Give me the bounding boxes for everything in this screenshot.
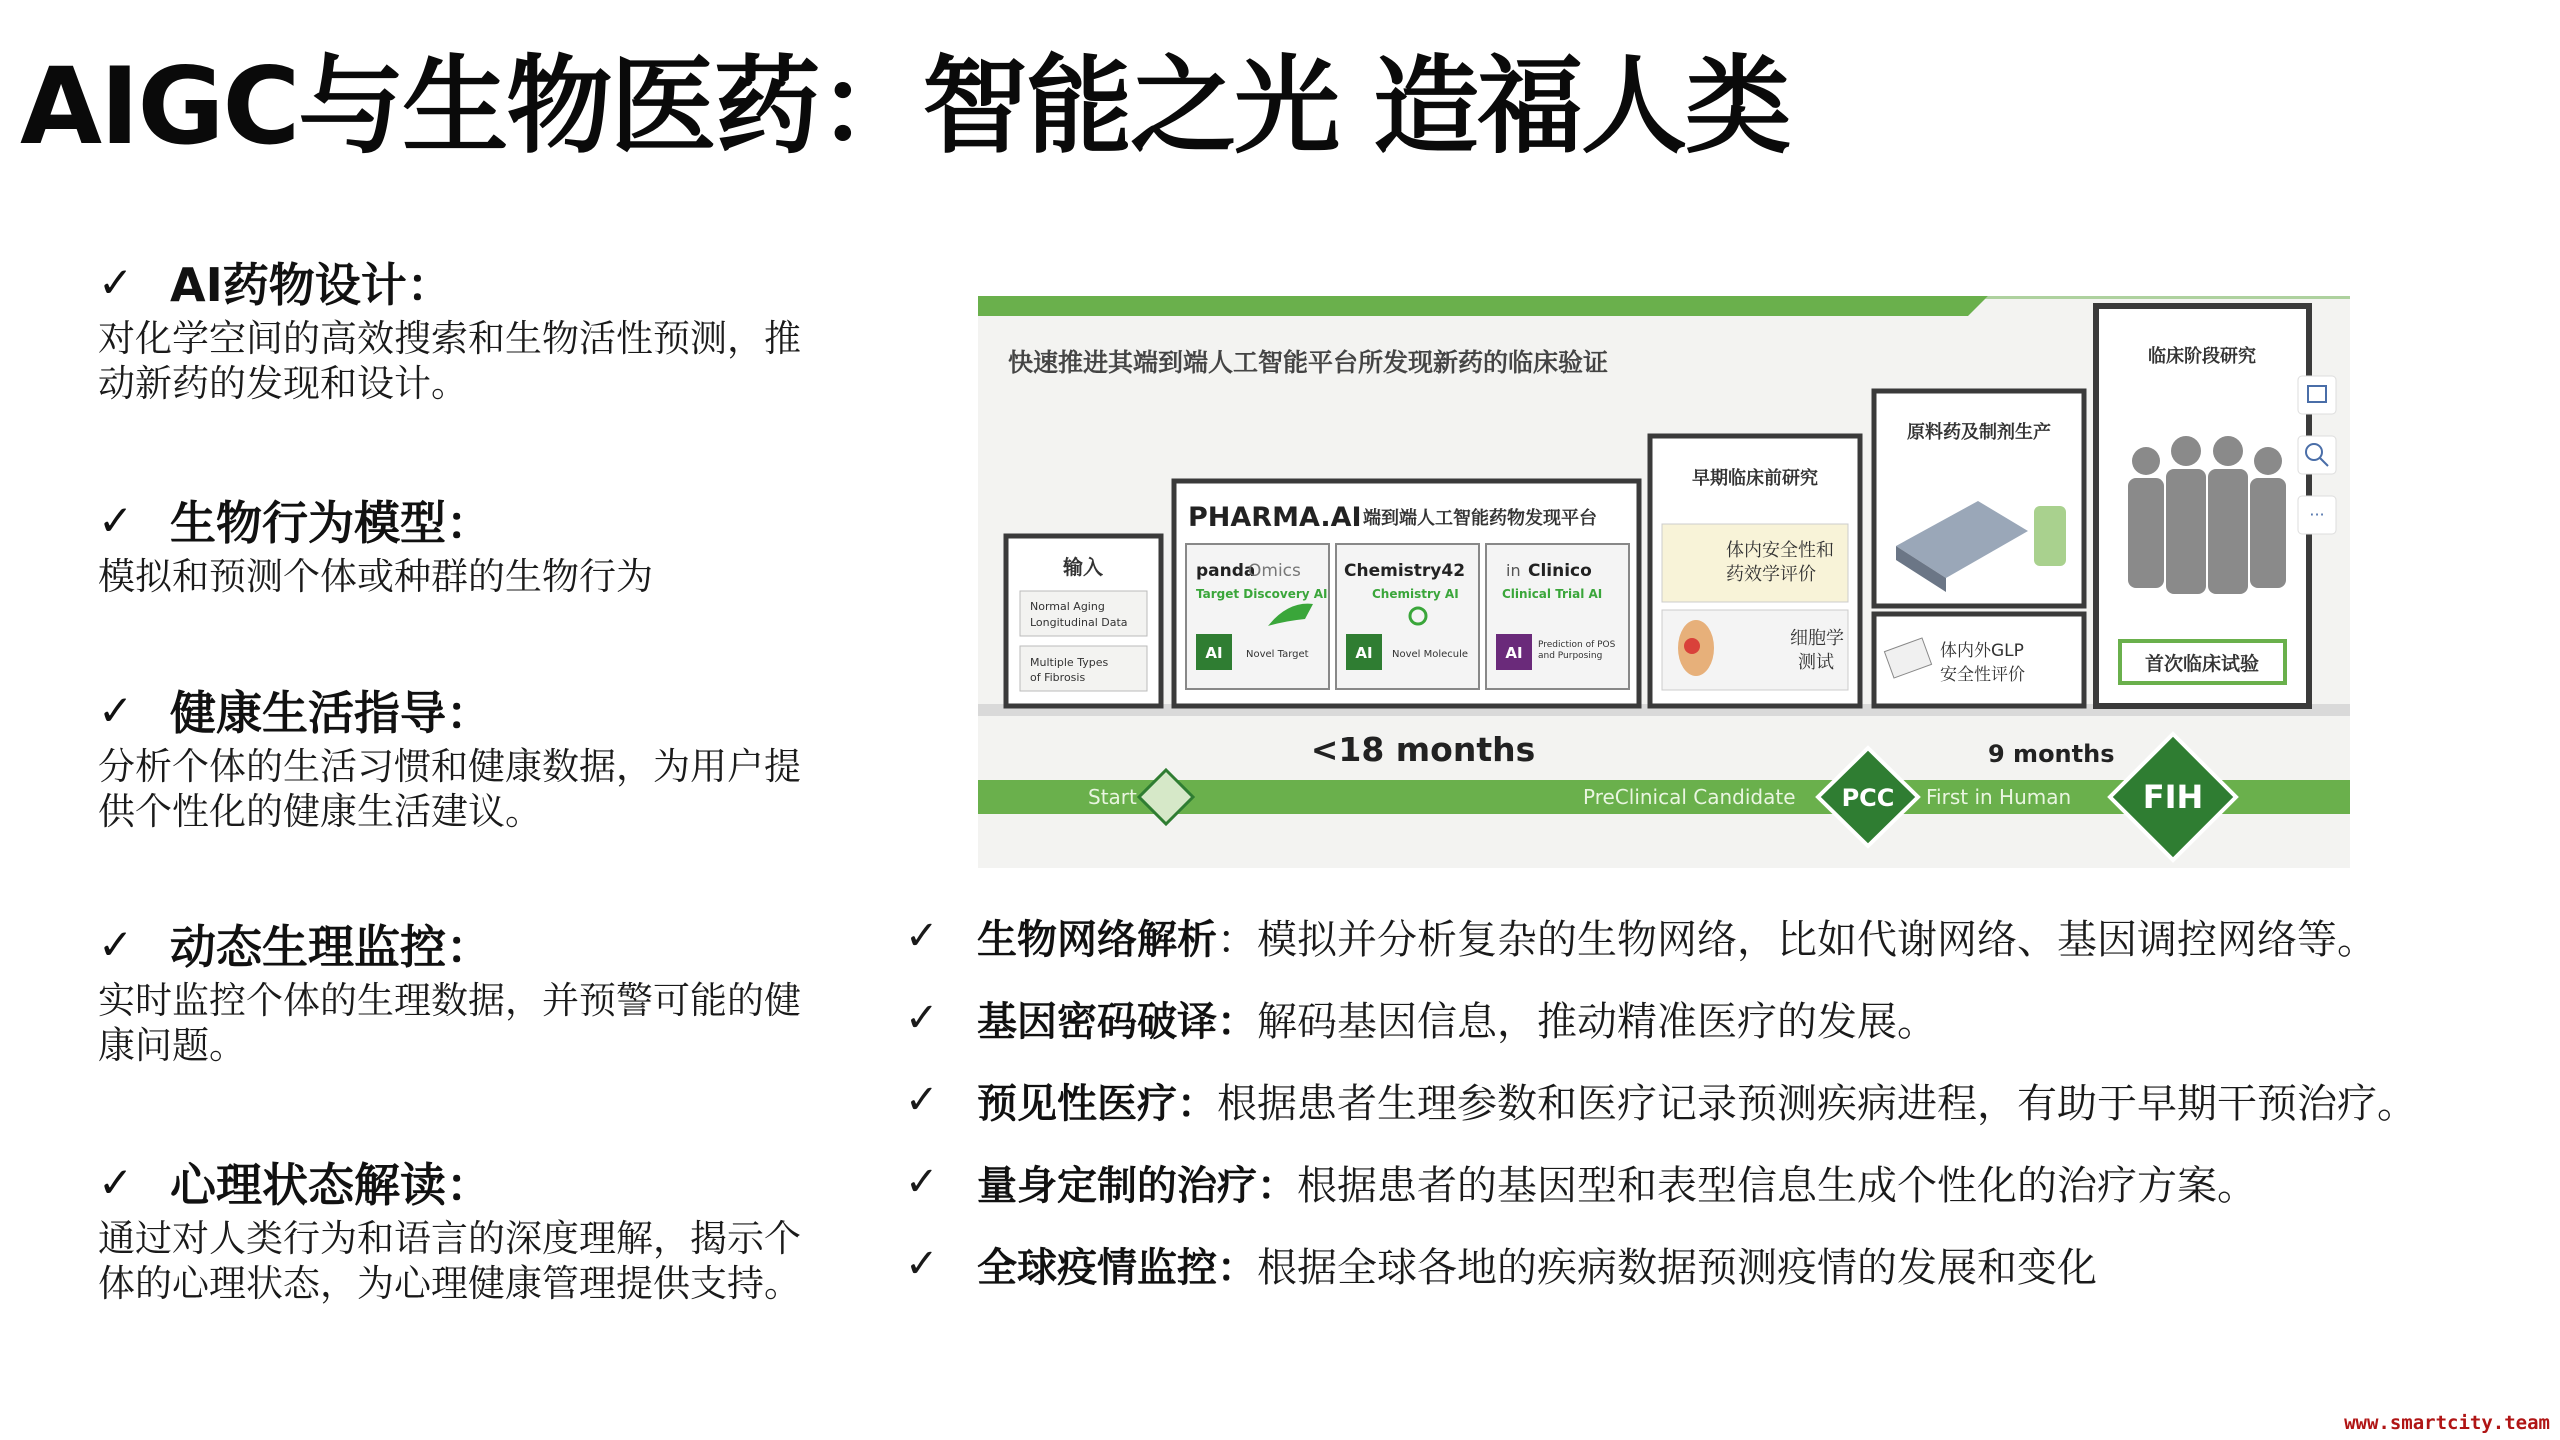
right-item-label: 基因密码破译	[977, 998, 1217, 1045]
svg-text:Multiple Types: Multiple Types	[1030, 656, 1109, 669]
right-item-tailored-treatment: ✓ 量身定制的治疗 ： 根据患者的基因型和表型信息生成个性化的治疗方案。	[905, 1152, 2257, 1212]
svg-text:安全性评价: 安全性评价	[1940, 665, 2025, 685]
check-icon: ✓	[905, 1077, 939, 1123]
left-item-bio-behavior	[98, 488, 828, 599]
right-item-text: 根据患者生理参数和医疗记录预测疾病进程，有助于早期干预治疗。	[1217, 1080, 2417, 1127]
svg-text:临床阶段研究: 临床阶段研究	[2148, 346, 2256, 367]
right-item-text: 模拟并分析复杂的生物网络，比如代谢网络、基因调控网络等。	[1257, 916, 2377, 963]
right-item-text: 根据全球各地的疾病数据预测疫情的发展和变化	[1257, 1244, 2097, 1291]
footer-url[interactable]: www.smartcity.team	[2344, 1412, 2550, 1434]
right-item-label: 预见性医疗	[977, 1080, 1177, 1127]
svg-text:and Purposing: and Purposing	[1538, 651, 1603, 661]
svg-text:Novel Target: Novel Target	[1246, 649, 1309, 660]
right-item-epidemic-monitor: ✓ 全球疫情监控 ： 根据全球各地的疾病数据预测疫情的发展和变化	[905, 1234, 2097, 1294]
left-item-desc: 对化学空间的高效搜索和生物活性预测，推动新药的发现和设计。	[98, 317, 801, 405]
zoom-icon[interactable]	[2298, 436, 2336, 474]
check-icon: ✓	[98, 1157, 134, 1207]
right-item-predictive-medicine: ✓ 预见性医疗 ： 根据患者生理参数和医疗记录预测疾病进程，有助于早期干预治疗。	[905, 1070, 2417, 1130]
left-item-desc: 分析个体的生活习惯和健康数据，为用户提供个性化的健康生活建议。	[98, 745, 801, 833]
svg-text:PHARMA.AI: PHARMA.AI	[1188, 502, 1362, 533]
svg-text:体内外GLP: 体内外GLP	[1940, 641, 2024, 661]
left-item-psych-state	[98, 1150, 828, 1306]
svg-text:Prediction of POS: Prediction of POS	[1538, 640, 1616, 650]
left-item-label: 动态生理监控：	[170, 920, 492, 974]
svg-text:原料药及制剂生产: 原料药及制剂生产	[1907, 422, 2051, 443]
svg-text:Chemistry42: Chemistry42	[1344, 561, 1466, 581]
svg-text:Chemistry AI: Chemistry AI	[1372, 587, 1459, 601]
left-item-label: 生物行为模型：	[170, 496, 492, 550]
start-marker	[1139, 770, 1193, 824]
svg-text:···: ···	[2309, 505, 2325, 524]
svg-text:First in Human: First in Human	[1926, 785, 2072, 809]
page-title: AIGC与生物医药：智能之光 造福人类	[20, 45, 1790, 168]
svg-text:AI: AI	[1355, 644, 1373, 662]
svg-text:Normal Aging: Normal Aging	[1030, 600, 1105, 613]
figure-side-icons[interactable]	[2298, 376, 2336, 534]
svg-text:panda: panda	[1196, 561, 1256, 581]
left-item-desc: 模拟和预测个体或种群的生物行为	[98, 555, 653, 598]
left-item-health-guidance	[98, 678, 828, 834]
svg-text:药效学评价: 药效学评价	[1726, 564, 1816, 585]
drug-discovery-figure	[978, 296, 2350, 868]
svg-text:AI: AI	[1205, 644, 1223, 662]
check-icon: ✓	[98, 919, 134, 969]
check-icon: ✓	[98, 685, 134, 735]
left-item-label: 健康生活指导：	[170, 686, 492, 740]
right-item-text: 根据患者的基因型和表型信息生成个性化的治疗方案。	[1297, 1162, 2257, 1209]
svg-text:首次临床试验: 首次临床试验	[2144, 653, 2260, 675]
top-green-band	[978, 296, 1988, 316]
clinical-box	[2096, 306, 2309, 706]
left-item-label: AI药物设计：	[170, 258, 453, 312]
svg-text:测试: 测试	[1798, 652, 1834, 673]
svg-text:端到端人工智能药物发现平台: 端到端人工智能药物发现平台	[1363, 508, 1597, 529]
svg-text:in: in	[1506, 561, 1521, 580]
svg-text:Clinico: Clinico	[1528, 561, 1592, 581]
figure-heading: 快速推进其端到端人工智能平台所发现新药的临床验证	[1008, 348, 1609, 377]
svg-text:Start: Start	[1088, 785, 1137, 809]
check-icon: ✓	[905, 1241, 939, 1287]
left-item-label: 心理状态解读：	[170, 1158, 492, 1212]
check-icon: ✓	[905, 913, 939, 959]
svg-text:体内安全性和: 体内安全性和	[1726, 540, 1834, 561]
left-item-physio-monitor	[98, 912, 828, 1068]
svg-text:Omics: Omics	[1248, 561, 1301, 581]
svg-text:Clinical Trial AI: Clinical Trial AI	[1502, 587, 1603, 601]
right-item-label: 生物网络解析	[977, 916, 1217, 963]
right-item-label: 全球疫情监控	[977, 1244, 1217, 1291]
right-item-bio-network: ✓ 生物网络解析 ： 模拟并分析复杂的生物网络，比如代谢网络、基因调控网络等。	[905, 906, 2377, 966]
svg-text:of Fibrosis: of Fibrosis	[1030, 671, 1086, 684]
svg-text:AI: AI	[1505, 644, 1523, 662]
svg-text:PCC: PCC	[1841, 784, 1895, 812]
pharma-ai-box	[1174, 481, 1639, 706]
check-icon: ✓	[905, 995, 939, 1041]
image-icon[interactable]	[2298, 376, 2336, 414]
svg-text:输入: 输入	[1063, 555, 1103, 579]
right-item-label: 量身定制的治疗	[977, 1162, 1257, 1209]
check-icon: ✓	[98, 257, 134, 307]
api-manufacturing-box	[1874, 391, 2084, 706]
left-item-desc: 实时监控个体的生理数据，并预警可能的健康问题。	[98, 979, 801, 1067]
svg-text:FIH: FIH	[2142, 778, 2204, 816]
svg-text:PreClinical Candidate: PreClinical Candidate	[1583, 785, 1796, 809]
left-item-ai-drug-design	[98, 250, 828, 406]
timeline	[978, 730, 2350, 860]
right-item-gene-decoding: ✓ 基因密码破译 ： 解码基因信息，推动精准医疗的发展。	[905, 988, 1937, 1048]
svg-text:Longitudinal Data: Longitudinal Data	[1030, 616, 1128, 629]
svg-text:Novel Molecule: Novel Molecule	[1392, 649, 1469, 660]
left-item-desc: 通过对人类行为和语言的深度理解，揭示个体的心理状态，为心理健康管理提供支持。	[98, 1217, 801, 1305]
check-icon: ✓	[98, 495, 134, 545]
svg-text:细胞学: 细胞学	[1790, 628, 1844, 649]
bottle-icon	[2034, 506, 2066, 566]
preclinical-box	[1650, 436, 1860, 706]
svg-text:Target Discovery AI: Target Discovery AI	[1196, 587, 1328, 601]
svg-text:早期临床前研究: 早期临床前研究	[1692, 468, 1818, 489]
right-item-text: 解码基因信息，推动精准医疗的发展。	[1257, 998, 1937, 1045]
input-box	[1006, 536, 1161, 706]
check-icon: ✓	[905, 1159, 939, 1205]
svg-text:<18 months: <18 months	[1310, 730, 1536, 769]
svg-text:9 months: 9 months	[1988, 740, 2115, 768]
